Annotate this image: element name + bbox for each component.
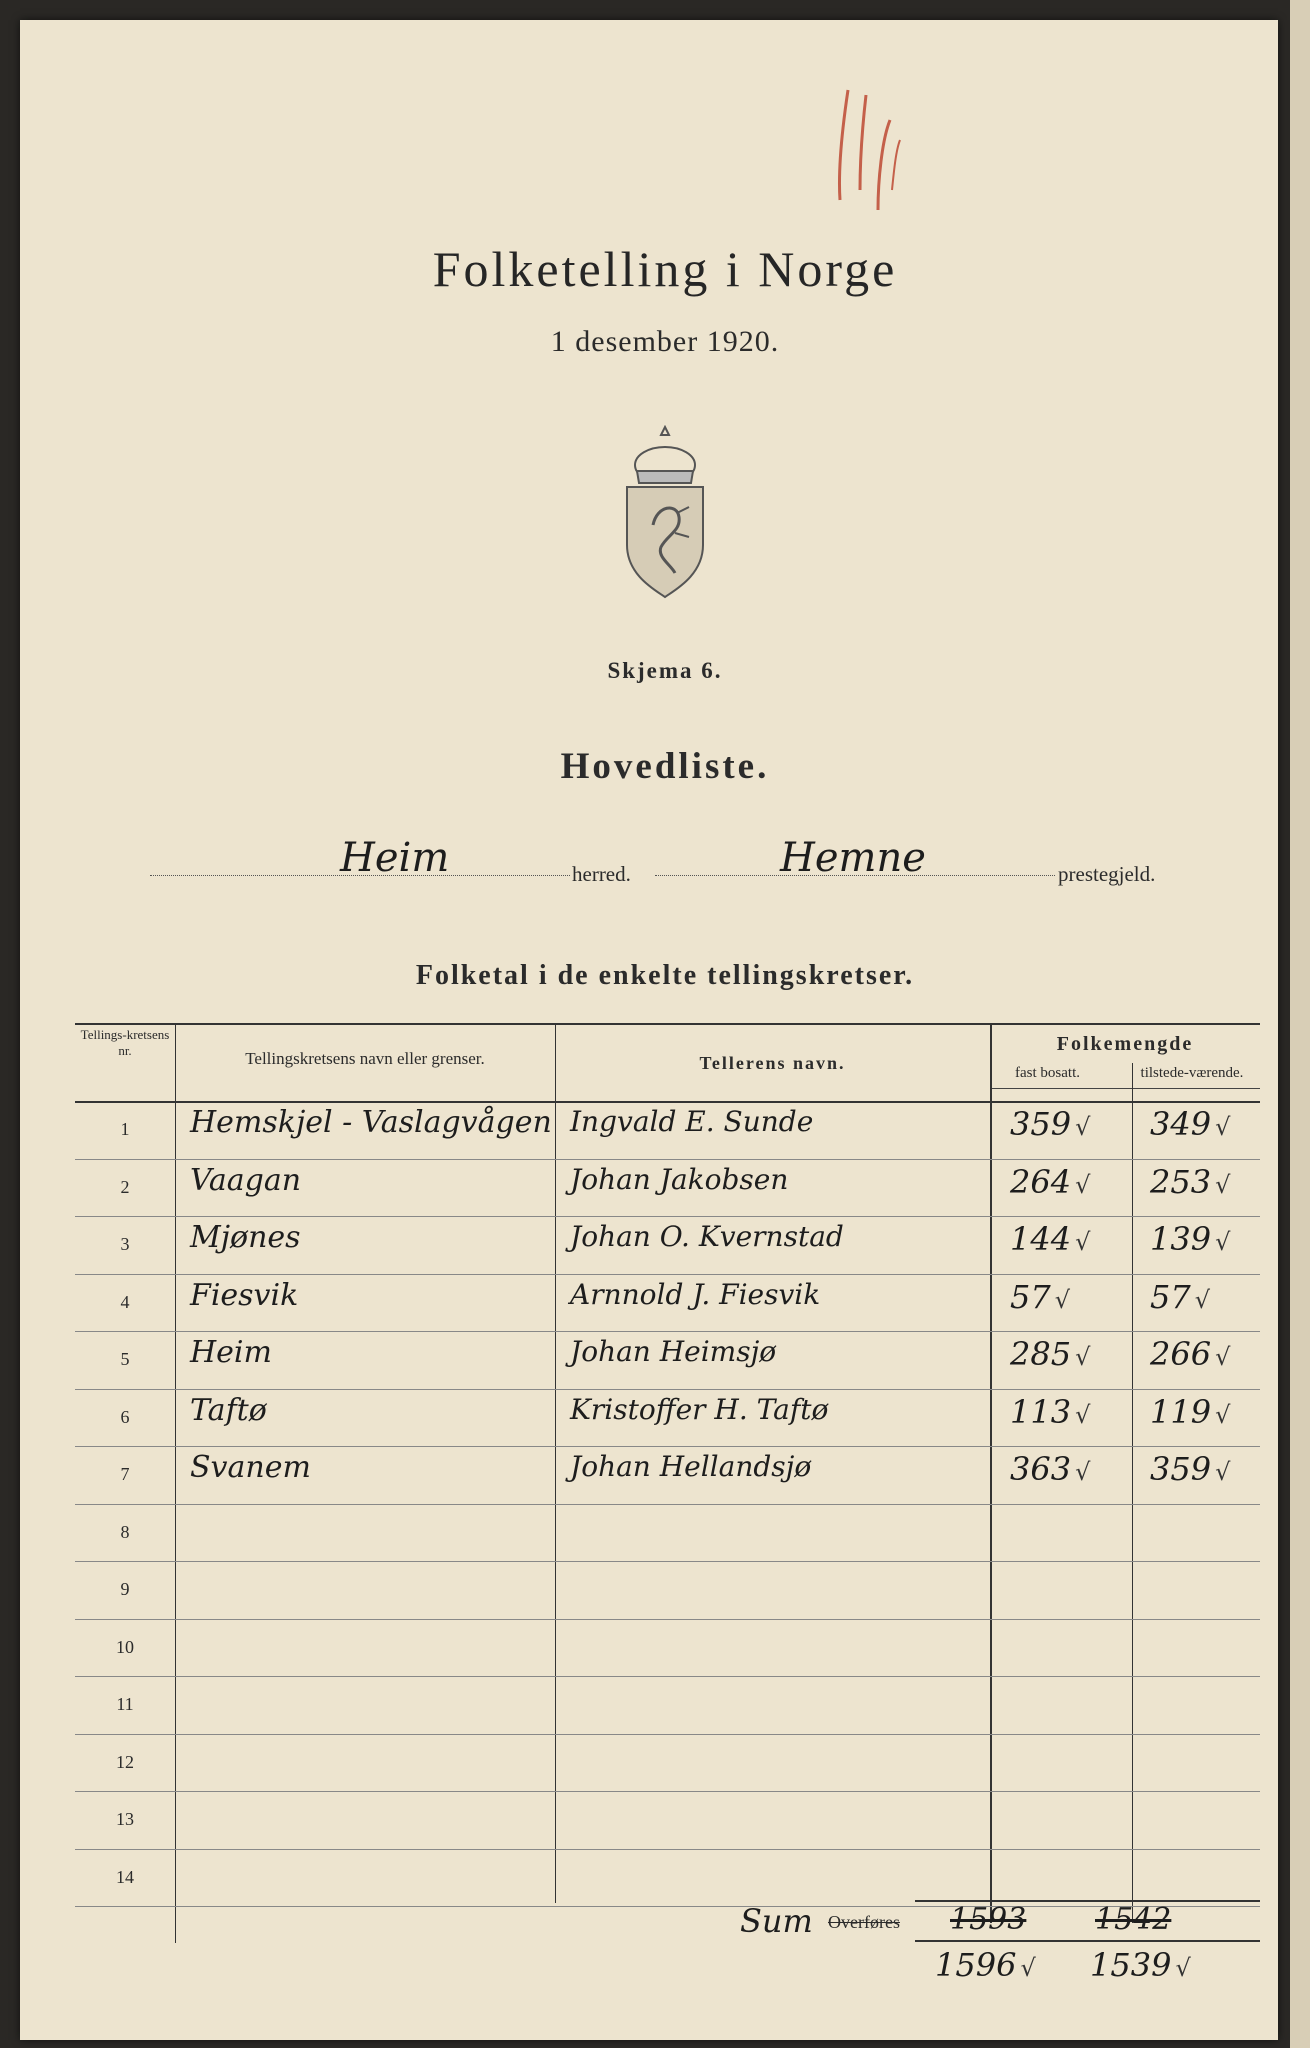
tilstede-value-text: 57	[1150, 1277, 1191, 1316]
fast-bosatt-value-text: 57	[1010, 1277, 1051, 1316]
krets-name-text: Vaagan	[190, 1162, 302, 1198]
sum-word: Sum	[740, 1902, 813, 1940]
prestegjeld-label: prestegjeld.	[1058, 862, 1156, 886]
fast-crossed-total: 1593	[950, 1902, 1027, 1937]
teller-name-text: Johan Jakobsen	[570, 1162, 789, 1196]
table-row	[75, 1389, 1260, 1447]
tilstede-value-text: 349	[1150, 1105, 1212, 1143]
fast-bosatt-value	[1010, 1163, 1090, 1201]
check-mark-icon: √	[1075, 1113, 1091, 1141]
row-number: 12	[116, 1751, 134, 1772]
row-number: 4	[120, 1291, 130, 1312]
table-row	[75, 1159, 1260, 1217]
fast-bosatt-value	[1010, 1220, 1090, 1258]
header-teller: Tellerens navn.	[699, 1053, 846, 1073]
check-mark-icon: √	[1215, 1343, 1231, 1371]
prestegjeld-value: Hemne	[780, 835, 926, 881]
tilstede-value-text: 253	[1150, 1162, 1212, 1201]
sum-mid-rule	[915, 1940, 1260, 1942]
row-number: 5	[120, 1349, 130, 1369]
fast-bosatt-value	[1010, 1450, 1090, 1488]
teller-name	[570, 1450, 811, 1483]
teller-name	[570, 1393, 828, 1426]
table-row	[75, 1101, 1260, 1159]
check-mark-icon: √	[1215, 1170, 1231, 1199]
herred-value: Heim	[340, 835, 450, 881]
fast-total	[935, 1946, 1036, 1984]
teller-name	[570, 1163, 788, 1196]
row-number: 11	[116, 1694, 134, 1714]
header-tilstede: tilstede-værende.	[1140, 1065, 1244, 1081]
row-number: 3	[120, 1234, 130, 1254]
table-row	[75, 1446, 1260, 1504]
check-mark-icon: √	[1075, 1228, 1091, 1256]
teller-name	[570, 1220, 844, 1253]
table-row	[75, 1676, 1260, 1734]
fast-bosatt-value-text: 113	[1010, 1392, 1072, 1431]
krets-name-text: Mjønes	[190, 1220, 301, 1255]
census-form-page	[20, 20, 1278, 2040]
tilstede-value-text: 266	[1150, 1335, 1212, 1373]
check-mark-icon: √	[1215, 1113, 1231, 1141]
teller-name-text: Ingvald E. Sunde	[570, 1105, 814, 1138]
red-pencil-mark	[830, 80, 910, 230]
check-mark-icon: √	[1215, 1228, 1231, 1256]
krets-name	[190, 1163, 301, 1198]
row-number: 2	[120, 1176, 130, 1197]
fast-bosatt-value-text: 359	[1010, 1105, 1072, 1143]
fast-bosatt-value	[1010, 1278, 1070, 1316]
check-mark-icon: √	[1075, 1170, 1091, 1199]
check-mark-icon: √	[1075, 1400, 1091, 1429]
census-table	[75, 1023, 1260, 1943]
location-line	[150, 835, 1190, 900]
table-row	[75, 1504, 1260, 1562]
krets-name-text: Heim	[190, 1335, 272, 1370]
herred-label: herred.	[572, 862, 631, 886]
check-mark-icon: √	[1175, 1954, 1191, 1982]
fast-bosatt-value-text: 144	[1010, 1220, 1072, 1258]
table-row	[75, 1734, 1260, 1792]
tilstede-value	[1150, 1105, 1230, 1143]
header-folkemengde: Folkemengde	[1056, 1033, 1194, 1055]
page-edge	[1290, 0, 1310, 2048]
krets-name	[190, 1335, 272, 1370]
teller-name	[570, 1335, 776, 1368]
tilstede-value-text: 139	[1150, 1220, 1212, 1258]
table-row	[75, 1619, 1260, 1677]
tilstede-value	[1150, 1335, 1230, 1373]
header-nr: Tellings-kretsens nr.	[80, 1027, 170, 1058]
tilstede-value	[1150, 1450, 1230, 1488]
schema-number: Skjema 6.	[607, 658, 723, 683]
check-mark-icon: √	[1054, 1285, 1071, 1314]
table-row	[75, 1791, 1260, 1849]
sum-row	[20, 1900, 1278, 2000]
table-title: Folketal i de enkelte tellingskretser.	[415, 960, 915, 991]
teller-name-text: Johan O. Kvernstad	[570, 1220, 844, 1253]
fast-bosatt-value-text: 264	[1010, 1162, 1072, 1201]
tilstede-value-text: 359	[1150, 1450, 1212, 1488]
row-number: 13	[116, 1809, 134, 1829]
teller-name-text: Arnnold J. Fiesvik	[570, 1277, 821, 1311]
table-row	[75, 1849, 1260, 1907]
fast-bosatt-value-text: 363	[1010, 1450, 1072, 1488]
tilstede-value	[1150, 1393, 1230, 1431]
table-row	[75, 1274, 1260, 1332]
tilstede-crossed-total: 1542	[1095, 1902, 1172, 1937]
table-row	[75, 1561, 1260, 1619]
check-mark-icon: √	[1215, 1400, 1231, 1429]
table-row	[75, 1216, 1260, 1274]
header-name: Tellingskretsens navn eller grenser.	[245, 1049, 485, 1068]
krets-name-text: Hemskjel - Vaslagvågen	[190, 1105, 552, 1140]
krets-name-text: Taftø	[190, 1392, 267, 1428]
check-mark-icon: √	[1075, 1458, 1091, 1486]
check-mark-icon: √	[1075, 1343, 1091, 1371]
krets-name-text: Svanem	[190, 1450, 311, 1485]
tilstede-total	[1090, 1946, 1191, 1984]
table-top-rule	[75, 1023, 1260, 1025]
krets-name	[190, 1450, 311, 1485]
row-number: 1	[120, 1119, 130, 1139]
folkemengde-rule	[990, 1088, 1260, 1089]
teller-name-text: Kristoffer H. Taftø	[570, 1392, 829, 1426]
teller-name-text: Johan Heimsjø	[570, 1335, 777, 1368]
tilstede-value	[1150, 1220, 1230, 1258]
list-title: Hovedliste.	[560, 746, 770, 787]
overfores-label: Overføres	[828, 1912, 900, 1932]
krets-name	[190, 1278, 298, 1313]
form-title: Folketelling i Norge	[432, 241, 898, 297]
krets-name	[190, 1105, 552, 1140]
header-fast: fast bosatt.	[1015, 1065, 1080, 1081]
krets-name	[190, 1393, 267, 1428]
table-row	[75, 1331, 1260, 1389]
krets-name-text: Fiesvik	[190, 1277, 299, 1313]
teller-name	[570, 1278, 820, 1311]
tilstede-value	[1150, 1163, 1230, 1201]
teller-name	[570, 1105, 813, 1138]
teller-name-text: Johan Hellandsjø	[570, 1450, 812, 1483]
tilstede-value	[1150, 1278, 1210, 1316]
row-number: 7	[120, 1464, 130, 1484]
row-number: 8	[120, 1521, 130, 1542]
tilstede-total-value: 1539	[1090, 1946, 1172, 1984]
norway-coat-of-arms-icon	[615, 425, 715, 600]
fast-bosatt-value	[1010, 1335, 1090, 1373]
fast-bosatt-value	[1010, 1393, 1090, 1431]
fast-bosatt-value	[1010, 1105, 1090, 1143]
row-number: 14	[116, 1866, 134, 1887]
check-mark-icon: √	[1194, 1285, 1211, 1314]
row-number: 6	[120, 1406, 130, 1427]
krets-name	[190, 1220, 301, 1255]
row-number: 9	[120, 1579, 130, 1599]
row-number: 10	[116, 1636, 134, 1657]
tilstede-value-text: 119	[1150, 1392, 1212, 1431]
check-mark-icon: √	[1215, 1458, 1231, 1486]
fast-total-value: 1596	[935, 1946, 1017, 1984]
check-mark-icon: √	[1020, 1954, 1036, 1982]
fast-bosatt-value-text: 285	[1010, 1335, 1072, 1373]
census-date: 1 desember 1920.	[550, 325, 780, 358]
